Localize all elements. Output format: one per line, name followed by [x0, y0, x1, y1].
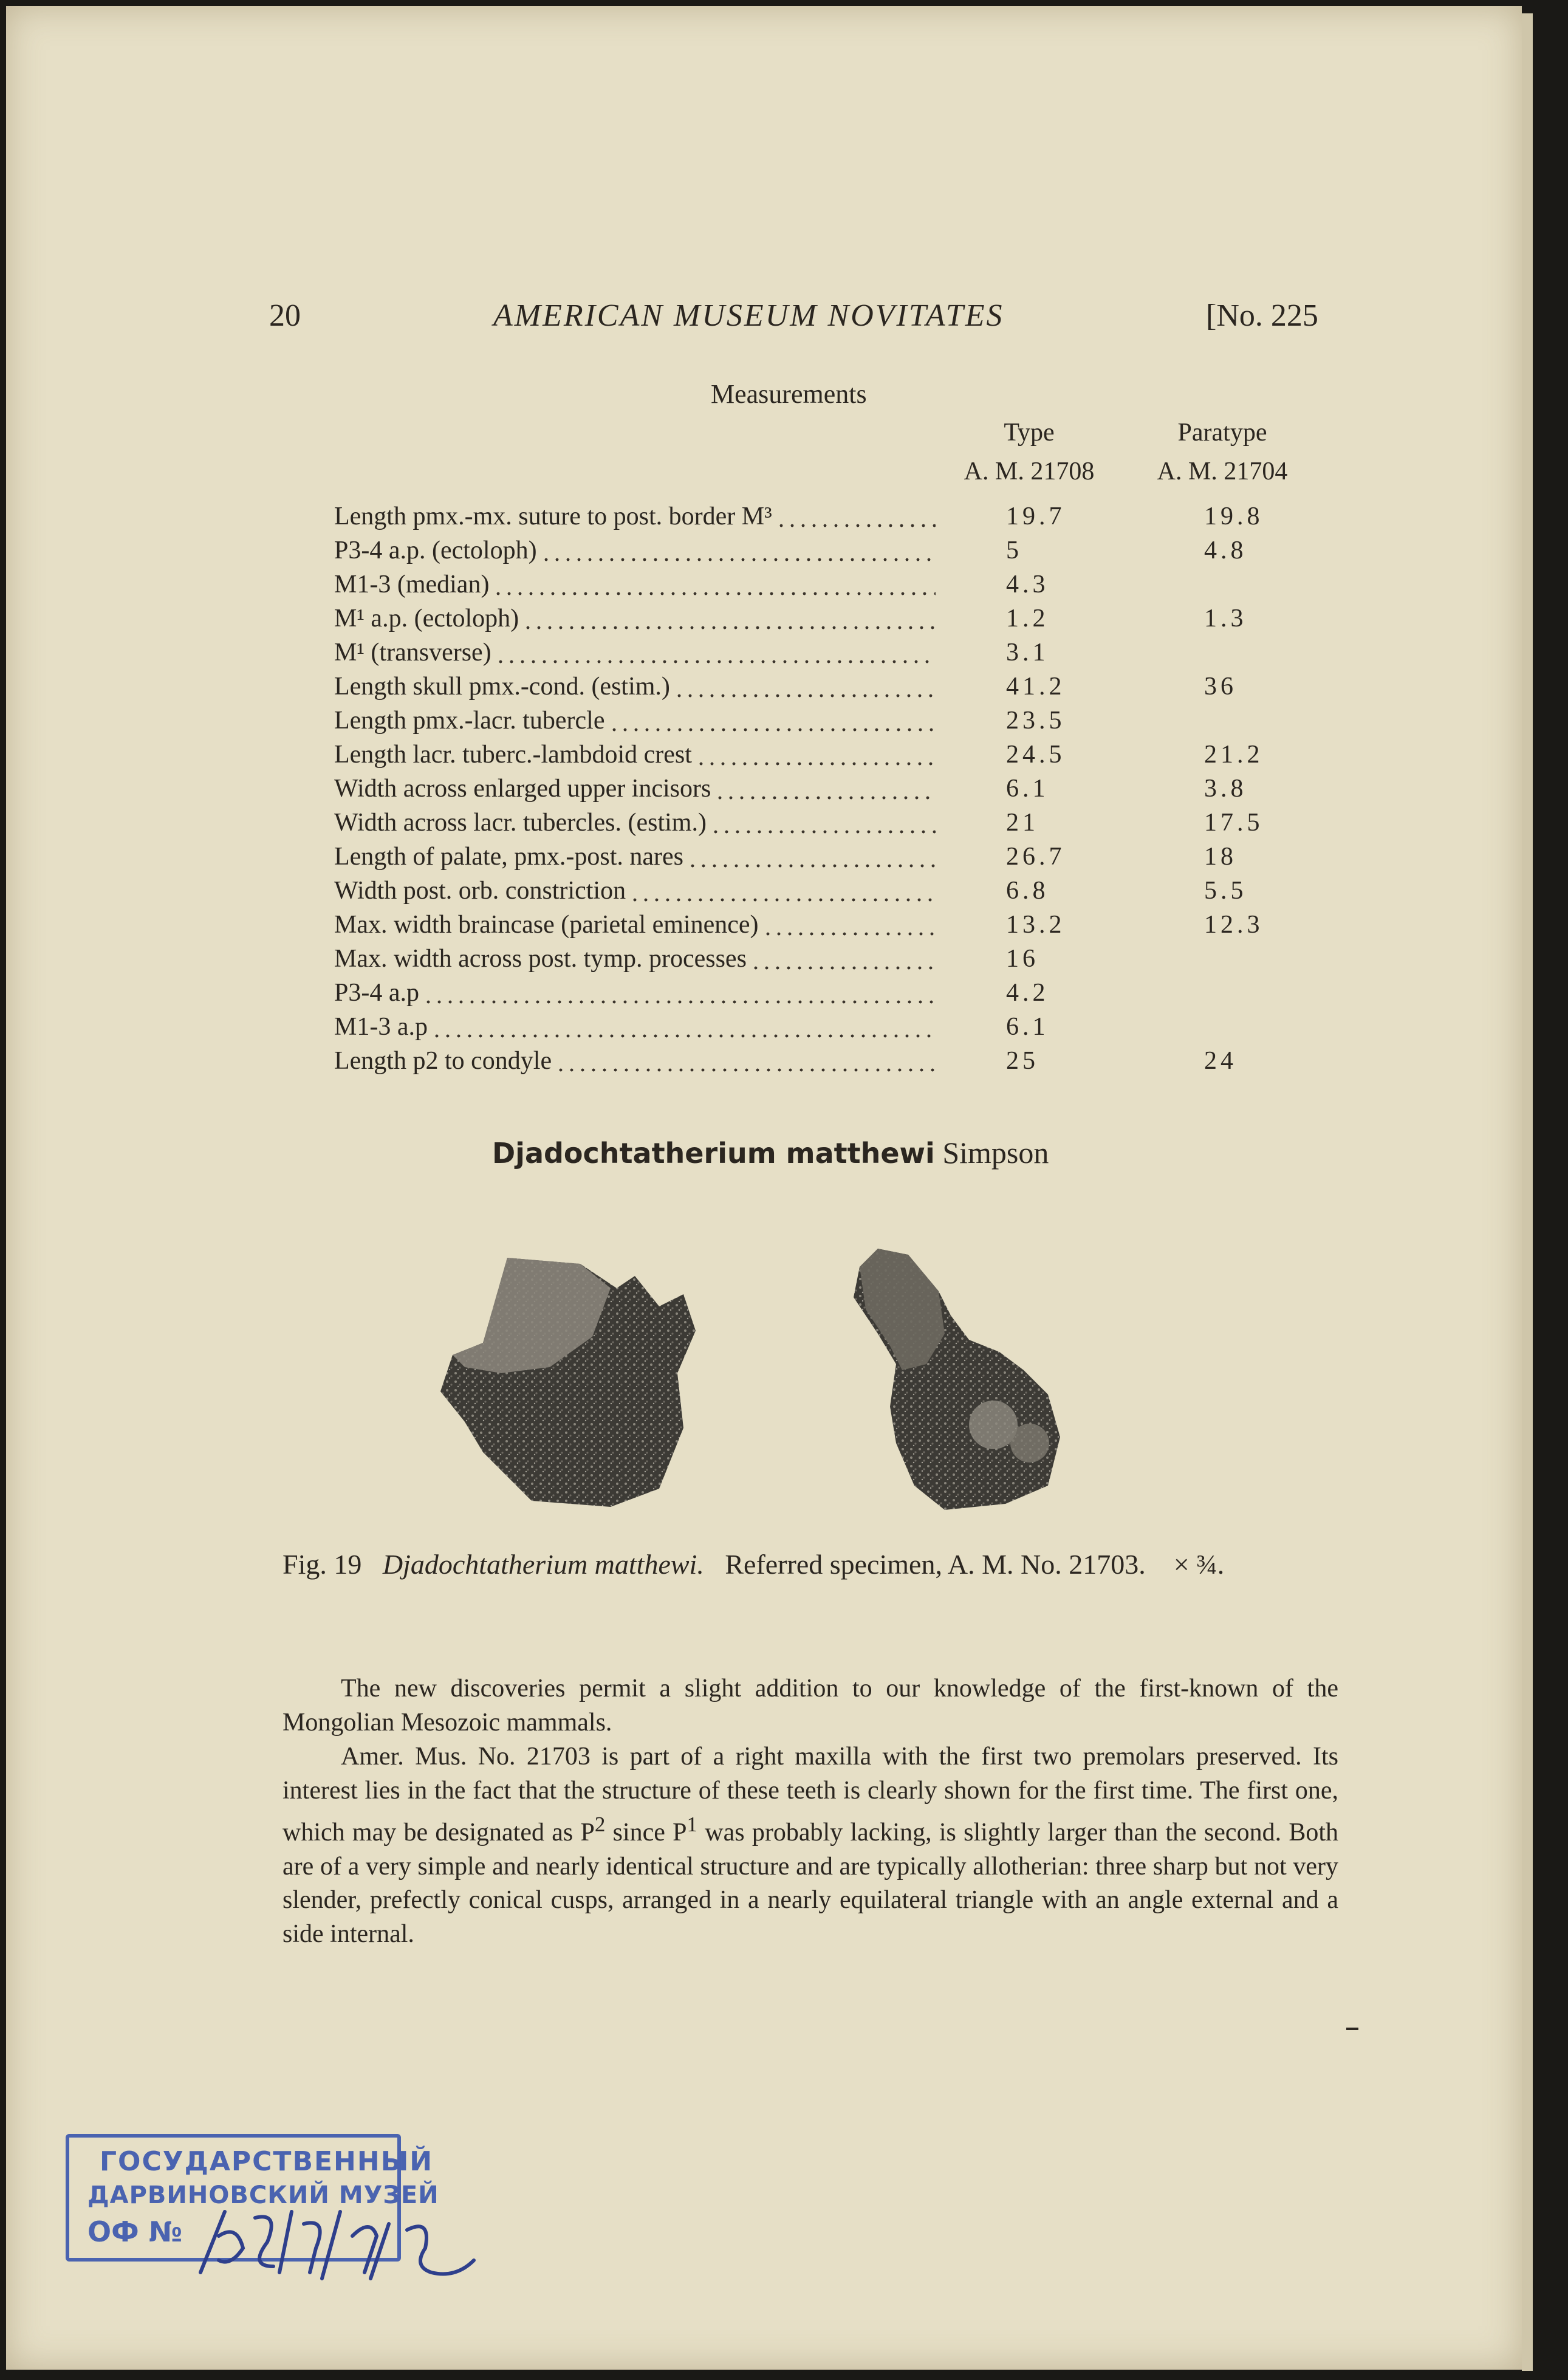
figure-number: Fig. 19 — [282, 1549, 362, 1580]
paragraph-1-text: The new discoveries permit a slight addition to our knowledge of the first-known of the Mongolian Mesozoic mammals. — [282, 1675, 1338, 1737]
type-value: 26.7 — [1006, 843, 1066, 871]
measurement-label: Width post. orb. constriction — [334, 877, 626, 905]
stamp-line-2: ДАРВИНОВСКИЙ МУЗЕЙ — [87, 2181, 439, 2209]
leader-dots — [696, 740, 936, 769]
fossil-photo-left — [428, 1252, 769, 1513]
leader-dots — [555, 1046, 936, 1075]
measurement-label: Width across enlarged upper incisors — [334, 775, 711, 803]
type-value: 6.1 — [1006, 1013, 1049, 1041]
body-paragraph-1 — [282, 1672, 1338, 1740]
measurement-label: M¹ (transverse) — [334, 639, 491, 667]
measurement-label: Length of palate, pmx.-post. nares — [334, 843, 683, 871]
measurement-label: Length pmx.-lacr. tubercle — [334, 707, 605, 735]
measurement-label: M1-3 a.p — [334, 1013, 428, 1041]
paratype-value: 18 — [1204, 843, 1237, 871]
species-heading — [492, 1135, 1049, 1170]
measurement-label: P3-4 a.p — [334, 979, 419, 1007]
measurement-label: P3-4 a.p. (ectoloph) — [334, 537, 537, 564]
leader-dots — [687, 842, 936, 871]
measurement-label: Length skull pmx.-cond. (estim.) — [334, 673, 670, 701]
paratype-value: 21.2 — [1204, 741, 1264, 769]
page-number: 20 — [269, 298, 301, 333]
type-value: 4.2 — [1006, 979, 1049, 1007]
measurement-label: Length lacr. tuberc.-lambdoid crest — [334, 741, 692, 769]
leader-dots — [629, 876, 936, 905]
measurement-label: M¹ a.p. (ectoloph) — [334, 605, 519, 633]
measurement-label: Max. width braincase (parietal eminence) — [334, 911, 759, 939]
paratype-value: 19.8 — [1204, 502, 1264, 530]
margin-mark — [1346, 2028, 1358, 2030]
paratype-value: 36 — [1204, 673, 1237, 701]
leader-dots — [522, 604, 936, 633]
type-value: 5 — [1006, 537, 1022, 564]
type-value: 6.1 — [1006, 775, 1049, 803]
type-value: 1.2 — [1006, 605, 1049, 633]
type-value: 23.5 — [1006, 707, 1066, 735]
leader-dots — [431, 1012, 936, 1041]
journal-title: AMERICAN MUSEUM NOVITATES — [493, 298, 1004, 333]
measurement-label: Width across lacr. tubercles. (estim.) — [334, 809, 707, 837]
measurement-label: Max. width across post. tymp. processes — [334, 945, 747, 973]
col-paratype-header: Paratype — [1177, 419, 1267, 447]
type-value: 21 — [1006, 809, 1039, 837]
leader-dots — [776, 502, 936, 531]
leader-dots — [714, 774, 936, 803]
page-edge — [1522, 13, 1533, 2371]
figure-caption — [282, 1548, 1224, 1580]
type-value: 6.8 — [1006, 877, 1049, 905]
type-value: 4.3 — [1006, 571, 1049, 598]
type-value: 13.2 — [1006, 911, 1066, 939]
measurements-title: Measurements — [711, 379, 867, 409]
species-name: Djadochtatherium matthewi — [492, 1137, 935, 1170]
col-type-header: Type — [1004, 419, 1055, 447]
body-paragraph-2 — [282, 1740, 1338, 1951]
type-value: 25 — [1006, 1047, 1039, 1075]
leader-dots — [495, 638, 936, 667]
page — [6, 6, 1522, 2370]
measurement-label: M1-3 (median) — [334, 571, 490, 598]
leader-dots — [750, 944, 936, 973]
figure-scale: × ¾. — [1173, 1549, 1225, 1580]
stamp-line-3: ОФ № — [87, 2215, 183, 2248]
leader-dots — [423, 978, 936, 1007]
leader-dots — [710, 808, 936, 837]
figure-description: Referred specimen, A. M. No. 21703. — [725, 1549, 1146, 1580]
stamp-line-1: ГОСУДАРСТВЕННЫЙ — [100, 2146, 434, 2177]
type-value: 41.2 — [1006, 673, 1066, 701]
species-author: Simpson — [942, 1136, 1049, 1170]
paratype-value: 24 — [1204, 1047, 1237, 1075]
type-value: 19.7 — [1006, 502, 1066, 530]
leader-dots — [762, 910, 936, 939]
fossil-photo-right — [841, 1243, 1103, 1516]
col-paratype-specimen: A. M. 21704 — [1157, 458, 1288, 485]
paratype-value: 1.3 — [1204, 605, 1247, 633]
paratype-value: 17.5 — [1204, 809, 1264, 837]
issue-number: [No. 225 — [1206, 298, 1318, 333]
measurement-label: Length p2 to condyle — [334, 1047, 552, 1075]
paratype-value: 5.5 — [1204, 877, 1247, 905]
leader-dots — [609, 706, 936, 735]
paratype-value: 4.8 — [1204, 537, 1247, 564]
measurement-label: Length pmx.-mx. suture to post. border M³ — [334, 502, 772, 530]
figure-taxon: Djadochtatherium matthewi. — [382, 1549, 704, 1580]
type-value: 3.1 — [1006, 639, 1049, 667]
leader-dots — [541, 536, 936, 565]
paratype-value: 12.3 — [1204, 911, 1264, 939]
type-value: 16 — [1006, 945, 1039, 973]
paratype-value: 3.8 — [1204, 775, 1247, 803]
paragraph-2-text: Amer. Mus. No. 21703 is part of a right maxilla with the first two premolars preserved. Its interest lies in the fact that the structure of these teeth is clearly shown for the first time. The first one, which may be designated as $P^2$ since $P^1$ was probably lacking, is slightly larger than the second. Both are of a very simple and nearly identical structure and are typically allotherian: three sharp but not very slender, prefectly conical cusps, arranged in a nearly equilateral triangle with an angle external and a side internal. — [282, 1743, 1339, 1948]
leader-dots — [674, 672, 936, 701]
col-type-specimen: A. M. 21708 — [964, 458, 1095, 485]
handwritten-inventory-number — [188, 2200, 529, 2291]
type-value: 24.5 — [1006, 741, 1066, 769]
leader-dots — [493, 570, 936, 599]
